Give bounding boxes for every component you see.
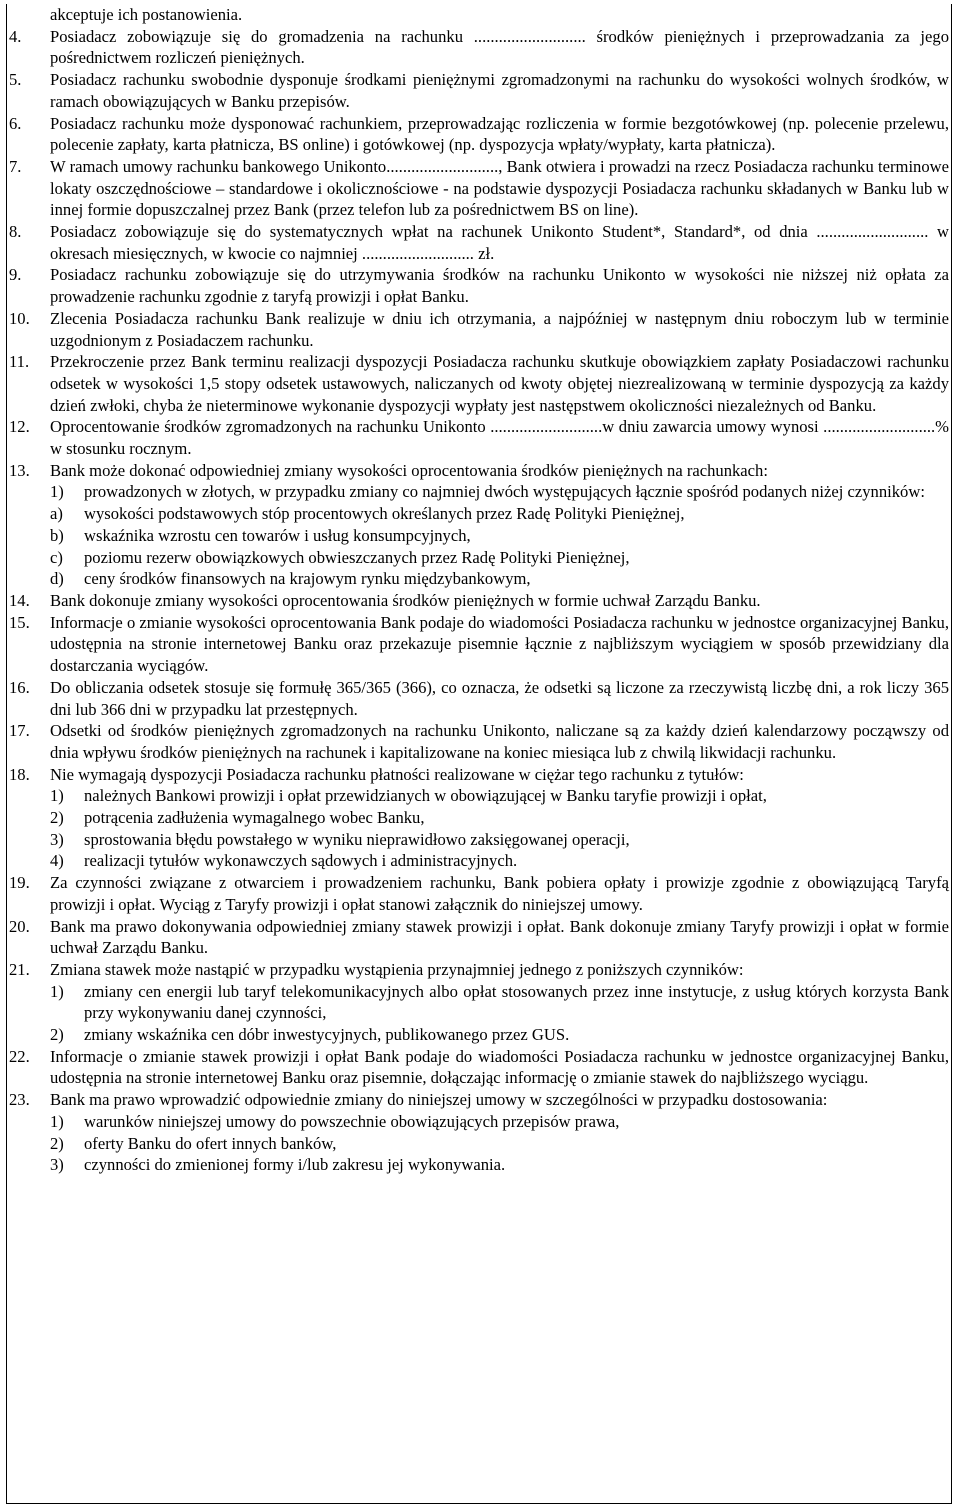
item-14 (9, 590, 949, 612)
item-text: Nie wymagają dyspozycji Posiadacza rachunku płatności realizowane w ciężar tego rachunku z tytułów: (50, 764, 744, 784)
subitem-text: potrącenia zadłużenia wymagalnego wobec Banku, (84, 808, 425, 828)
item-number: 16. (9, 677, 30, 697)
subitem-number: 2) (50, 808, 64, 828)
item-text: Bank ma prawo dokonywania odpowiedniej zmiany stawek prowizji i opłat. Bank dokonuje zmiany Taryfy prowizji i opłat w formie uchwał Zarządu Banku. (50, 916, 949, 958)
item-23 (9, 1089, 949, 1111)
item-9 (9, 264, 949, 307)
item-text: Zlecenia Posiadacza rachunku Bank realizuje w dniu ich otrzymania, a najpóźniej w następnym dniu roboczym lub w terminie uzgodnionym z Posiadaczem rachunku. (50, 308, 949, 350)
item-text: Informacje o zmianie wysokości oprocentowania Bank podaje do wiadomości Posiadacza rachunku w jednostce organizacyjnej Banku, udostępnia na stronie internetowej Banku oraz przekazuje pisemnie łącznie z najbliższym wyciągiem w sposób przewidziany dla dostarczania wyciągów. (50, 612, 949, 676)
item-text: Posiadacz rachunku swobodnie dysponuje środkami pieniężnymi zgromadzonymi na rachunku do wysokości wolnych środków, w ramach obowiązujących w Banku przepisów. (50, 70, 949, 111)
subitem-text: wysokości podstawowych stóp procentowych określanych przez Radę Polityki Pieniężnej, (84, 504, 685, 524)
item-19 (9, 872, 949, 915)
subitem-number: 2) (50, 1025, 64, 1045)
item-text: Za czynności związane z otwarciem i prowadzeniem rachunku, Bank pobiera opłaty i prowizje zgodnie z obowiązującą Taryfą prowizji i opłat. Wyciąg z Taryfy prowizji i opłat stanowi załącznik do niniejszej umowy. (50, 873, 949, 914)
item-text: Bank może dokonać odpowiedniej zmiany wysokości oprocentowania środków pieniężnych na rachunkach: (50, 460, 768, 480)
item-4 (9, 26, 949, 69)
item-number: 10. (9, 308, 30, 328)
subitem-number: b) (50, 525, 64, 545)
item-15 (9, 612, 949, 677)
item-text: Przekroczenie przez Bank terminu realizacji dyspozycji Posiadacza rachunku skutkuje obowiązkiem zapłaty Posiadaczowi rachunku odsetek w wysokości 1,5 stopy odsetek ustawowych, naliczanych od kwoty objętej niezrealizowaną w terminie dyspozycją za każdy dzień zwłoki, chyba że nieterminowe wykonanie dyspozycji wypłaty jest następstwem okoliczności niezależnych od Banku. (50, 352, 949, 415)
subitem-number: 4) (50, 851, 64, 871)
subitem-number: d) (50, 569, 64, 589)
item-number: 18. (9, 764, 30, 784)
item-13 (9, 460, 949, 482)
item-16 (9, 677, 949, 720)
item-number: 12. (9, 417, 30, 437)
subitem-number: 3) (50, 1155, 64, 1175)
subitem-number: a) (50, 504, 63, 524)
subitem-23-2 (9, 1133, 949, 1155)
item-21 (9, 959, 949, 981)
item-number: 21. (9, 959, 30, 979)
item-text: Posiadacz rachunku może dysponować rachunkiem, przeprowadzając rozliczenia w formie bezgotówkowej (np. polecenie przelewu, polecenie zapłaty, karta płatnicza, BS online) i gotówkowej (np. dyspozycja wpłaty/wypłaty, karta płatnicza). (50, 113, 949, 155)
subitem-number: 1) (50, 786, 64, 806)
subitem-23-3 (9, 1154, 949, 1176)
item-text: W ramach umowy rachunku bankowego Unikonto..........................., Bank otwiera i prowadzi na rzecz Posiadacza rachunku terminowe lokaty oszczędnościowe – standardowe i okolicznościowe - na podstawie dyspozycji Posiadacza rachunku składanych w Banku lub w innej formie dopuszczalnej przez Bank (przez telefon lub za pośrednictwem BS on line). (50, 156, 949, 220)
item-text: Posiadacz rachunku zobowiązuje się do utrzymywania środków na rachunku Unikonto w wysokości nie niższej niż opłata za prowadzenie rachunku zgodnie z taryfą prowizji i opłat Banku. (50, 265, 949, 307)
item-18 (9, 764, 949, 786)
item-6 (9, 113, 949, 156)
item-text: Do obliczania odsetek stosuje się formułę 365/365 (366), co oznacza, że odsetki są liczone za rzeczywistą liczbę dni, a rok liczy 365 dni lub 366 dni w przypadku lat przestępnych. (50, 677, 949, 719)
document-page (6, 4, 952, 1504)
subitem-number: 1) (50, 1111, 64, 1131)
item-8 (9, 221, 949, 264)
subitem-21-2 (9, 1024, 949, 1046)
subitem-13-b (9, 525, 949, 547)
item-11 (9, 351, 949, 416)
item-text: Posiadacz zobowiązuje się do gromadzenia na rachunku ........................... środków pieniężnych i przeprowadzania za jego pośrednictwem rozliczeń pieniężnych. (50, 26, 949, 68)
item-number: 9. (9, 265, 22, 285)
subitem-18-2 (9, 807, 949, 829)
subitem-number: c) (50, 547, 63, 567)
item-12 (9, 416, 949, 459)
subitem-text: należnych Bankowi prowizji i opłat przewidzianych w obowiązującej w Banku taryfie prowizji i opłat, (84, 786, 767, 806)
subitem-text: ceny środków finansowych na krajowym rynku międzybankowym, (84, 569, 531, 589)
subitem-number: 3) (50, 829, 64, 849)
subitem-text: warunków niniejszej umowy do powszechnie obowiązujących przepisów prawa, (84, 1111, 620, 1131)
subitem-13-a (9, 503, 949, 525)
item-number: 8. (9, 222, 22, 242)
subitem-text: oferty Banku do ofert innych banków, (84, 1133, 337, 1153)
subitem-text: zmiany wskaźnika cen dóbr inwestycyjnych, publikowanego przez GUS. (84, 1025, 570, 1045)
item-text: Oprocentowanie środków zgromadzonych na rachunku Unikonto ...........................w dniu zawarcia umowy wynosi ...........................% w stosunku rocznym. (50, 417, 949, 459)
item-text: Zmiana stawek może nastąpić w przypadku wystąpienia przynajmniej jednego z poniższych czynników: (50, 959, 744, 979)
item-text: Informacje o zmianie stawek prowizji i opłat Bank podaje do wiadomości Posiadacza rachunku w jednostce organizacyjnej Banku, udostępnia na stronie internetowej Banku oraz pisemnie, dołączając informację o zmianie stawek do najbliższego wyciągu. (50, 1046, 949, 1088)
subitem-text: wskaźnika wzrostu cen towarów i usług konsumpcyjnych, (84, 525, 471, 545)
subitem-13-d (9, 568, 949, 590)
subitem-18-3 (9, 829, 949, 851)
subitem-13-1 (9, 481, 949, 503)
item-number: 6. (9, 113, 22, 133)
item-number: 22. (9, 1046, 30, 1066)
item-17 (9, 720, 949, 763)
item-number: 4. (9, 26, 22, 46)
item-text: Posiadacz zobowiązuje się do systematycznych wpłat na rachunek Unikonto Student*, Standard*, od dnia ........................... w okresach miesięcznych, w kwocie co najmniej ........................... zł. (50, 222, 949, 263)
subitem-18-4 (9, 850, 949, 872)
subitem-text: realizacji tytułów wykonawczych sądowych i administracyjnych. (84, 851, 518, 871)
subitem-text: poziomu rezerw obowiązkowych obwieszczanych przez Radę Polityki Pieniężnej, (84, 547, 630, 567)
subitem-text: sprostowania błędu powstałego w wyniku nieprawidłowo zaksięgowanej operacji, (84, 829, 630, 849)
item-number: 11. (9, 352, 30, 372)
subitem-13-c (9, 547, 949, 569)
item-number: 19. (9, 873, 30, 893)
item-text: Bank ma prawo wprowadzić odpowiednie zmiany do niniejszej umowy w szczególności w przypadku dostosowania: (50, 1090, 828, 1110)
subitem-text: czynności do zmienionej formy i/lub zakresu jej wykonywania. (84, 1155, 506, 1175)
item-7 (9, 156, 949, 221)
item-number: 7. (9, 156, 22, 176)
lead-line: akceptuje ich postanowienia. (50, 5, 243, 24)
subitem-text: zmiany cen energii lub taryf telekomunikacyjnych albo opłat stosowanych przez inne instytucje, z usług których korzysta Bank przy wykonywaniu danej czynności, (84, 981, 949, 1023)
subitem-number: 1) (50, 482, 64, 502)
subitem-number: 2) (50, 1133, 64, 1153)
item-number: 20. (9, 916, 30, 936)
subitem-23-1 (9, 1111, 949, 1133)
item-22 (9, 1046, 949, 1089)
item-text: Bank dokonuje zmiany wysokości oprocentowania środków pieniężnych w formie uchwał Zarządu Banku. (50, 590, 761, 610)
item-number: 5. (9, 70, 22, 90)
item-number: 13. (9, 460, 30, 480)
subitem-number: 1) (50, 981, 64, 1001)
subitem-text: prowadzonych w złotych, w przypadku zmiany co najmniej dwóch występujących łącznie spośród podanych niżej czynników: (84, 482, 925, 502)
document-content (9, 4, 949, 1176)
subitem-21-1 (9, 981, 949, 1024)
subitem-18-1 (9, 785, 949, 807)
item-number: 23. (9, 1090, 30, 1110)
item-20 (9, 916, 949, 959)
item-text: Odsetki od środków pieniężnych zgromadzonych na rachunku Unikonto, naliczane są za każdy dzień kalendarzowy począwszy od dnia wpływu środków pieniężnych na rachunek i kapitalizowane na koniec miesiąca lub z chwilą likwidacji rachunku. (50, 721, 949, 762)
item-number: 14. (9, 590, 30, 610)
item-number: 15. (9, 612, 30, 632)
item-10 (9, 308, 949, 351)
item-5 (9, 69, 949, 112)
item-number: 17. (9, 721, 30, 741)
